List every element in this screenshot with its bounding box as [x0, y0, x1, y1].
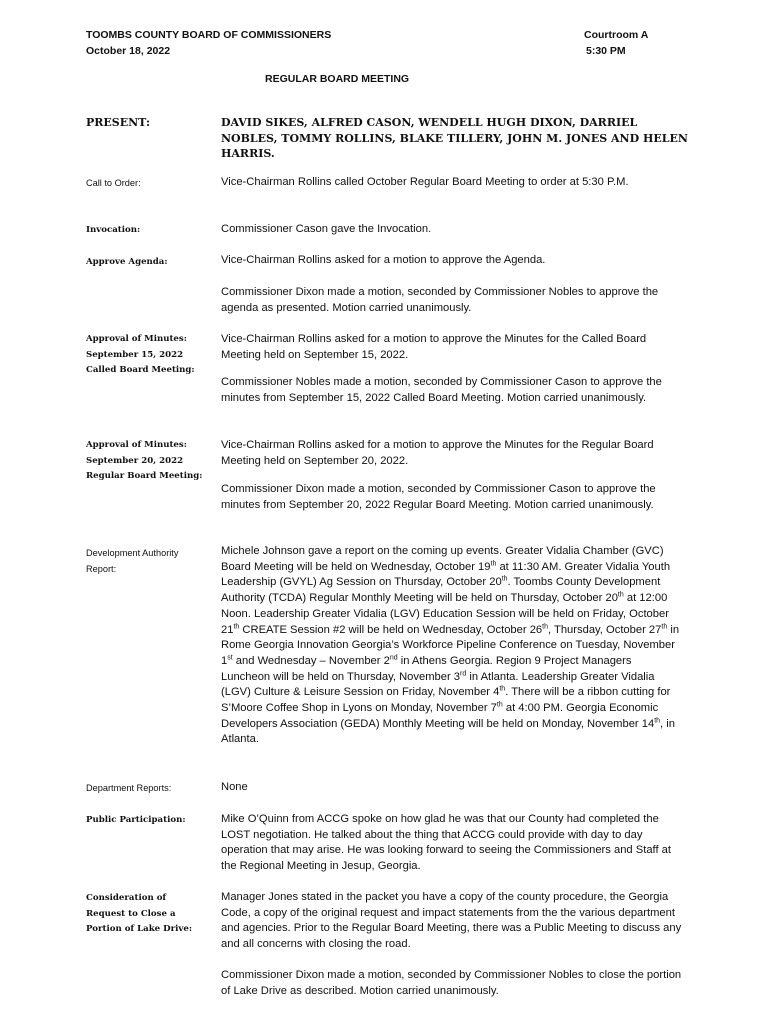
minutes-sep20-label-2: September 20, 2022: [86, 455, 184, 466]
dev-seg-8: and Wednesday – November 2: [232, 654, 390, 667]
dev-seg-2: at 11:30 AM. Greater Vidalia Youth Leadership (GVYL) Ag Session on Thursday, October 20: [221, 560, 671, 589]
minutes-sep15-text: [221, 332, 683, 363]
dev-sup-1: th: [490, 559, 497, 567]
dev-seg-6: , Thursday, October 27: [547, 623, 662, 636]
lake-drive-label: [86, 891, 192, 938]
call-to-order-label: Call to Order:: [86, 178, 141, 188]
dev-sup-12: th: [654, 717, 661, 724]
dev-seg-10: in Atlanta. Leadership Greater Vidalia (LGV) Culture & Leisure Session on Friday, November 4: [221, 670, 655, 699]
dev-seg-3: . Toombs County Development Authority (TCDA) Regular Monthly Meeting will be held on Thursday, October 20: [221, 576, 661, 605]
minutes-sep20-text: [221, 438, 683, 469]
org-name: TOOMBS COUNTY BOARD OF COMMISSIONERS: [86, 29, 332, 41]
header-left: [86, 27, 331, 59]
department-reports-text: [221, 780, 683, 796]
invocation-label: Invocation:: [86, 225, 141, 235]
dev-seg-7: in Rome Georgia Innovation Georgia’s Workforce Pipeline Conference on Tuesday, November 1: [221, 623, 680, 667]
public-participation-text: [221, 812, 683, 875]
dev-sup-8: nd: [389, 654, 398, 662]
dev-sup-2: th: [501, 575, 508, 583]
minutes-sep15-p1: Vice-Chairman Rollins asked for a motion to approve the Minutes for the Called Board Meeting held on September 15, 2022.: [221, 333, 647, 361]
approve-agenda-p1: Vice-Chairman Rollins asked for a motion to approve the Agenda.: [221, 254, 546, 266]
dev-seg-13: , in Atlanta.: [221, 717, 675, 746]
header-right: [584, 27, 648, 59]
development-authority-report: [221, 544, 683, 748]
development-authority-label: [86, 545, 178, 577]
minutes-sep20-label-1: Approval of Minutes:: [86, 440, 187, 450]
call-to-order-paragraph: Vice-Chairman Rollins called October Regular Board Meeting to order at 5:30 P.M.: [221, 176, 629, 188]
dev-sup-10: th: [499, 685, 506, 693]
minutes-sep20-p1: Vice-Chairman Rollins asked for a motion to approve the Minutes for the Regular Board Meeting held on September 20, 2022.: [221, 439, 654, 467]
public-participation-label: Public Participation:: [86, 815, 186, 825]
minutes-sep20-label-3: Regular Board Meeting:: [86, 471, 203, 481]
dev-sup-5: th: [542, 622, 548, 630]
invocation-paragraph: Commissioner Cason gave the Invocation.: [221, 223, 432, 235]
approve-agenda-text: [221, 253, 683, 269]
department-reports-paragraph: None: [221, 781, 248, 793]
minutes-sep15-motion: [221, 375, 683, 406]
meeting-time: 5:30 PM: [586, 45, 626, 57]
dev-sup-11: th: [496, 701, 503, 709]
dev-sup-4: th: [233, 622, 240, 630]
dev-seg-5: CREATE Session #2 will be held on Wednesday, October 26: [239, 623, 543, 636]
present-label: PRESENT:: [86, 116, 151, 129]
development-authority-label-1: Development Authority: [86, 548, 179, 558]
lake-drive-label-3: Portion of Lake Drive:: [86, 924, 193, 934]
department-reports-label: Department Reports:: [86, 783, 172, 793]
minutes-sep20-label: [86, 438, 202, 485]
development-authority-label-2: Report:: [86, 564, 117, 574]
minutes-sep15-label-2: September 15, 2022: [86, 349, 184, 360]
lake-drive-p1: Manager Jones stated in the packet you have a copy of the county procedure, the Georgia Code, a copy of the original request and impact statements from the the various department and agencies. Prior to the Regular Board Meeting, there was a Public Meeting to discuss any and all concerns with closing the road.: [221, 891, 682, 951]
minutes-sep20-p2: Commissioner Dixon made a motion, seconded by Commissioner Cason to approve the minutes from September 20, 2022 Regular Board Meeting. Motion carried unanimously.: [221, 483, 656, 511]
page-title: REGULAR BOARD MEETING: [265, 73, 410, 85]
lake-drive-label-1: Consideration of: [86, 893, 167, 903]
approve-agenda-p2: Commissioner Dixon made a motion, seconded by Commissioner Nobles to approve the agenda as presented. Motion carried unanimously.: [221, 286, 659, 314]
call-to-order-text: [221, 175, 683, 191]
invocation-text: [221, 222, 683, 238]
dev-seg-11: . There will be a ribbon cutting for S’Moore Coffee Shop in Lyons on Monday, November 7: [221, 686, 671, 715]
dev-seg-12: at 4:00 PM. Georgia Economic Developers Association (GEDA) Monthly Meeting will be held on Monday, November 14: [221, 702, 659, 730]
dev-sup-9: rd: [460, 669, 467, 677]
dev-seg-9: in Athens Georgia. Region 9 Project Managers Luncheon will be held on Thursday, November 3: [221, 654, 632, 683]
minutes-sep15-label: [86, 332, 195, 379]
minutes-sep15-label-1: Approval of Minutes:: [86, 334, 187, 344]
dev-sup-3: th: [617, 591, 624, 599]
minutes-sep15-label-3: Called Board Meeting:: [86, 365, 195, 375]
lake-drive-p2: Commissioner Dixon made a motion, seconded by Commissioner Nobles to close the portion of Lake Drive as described. Motion carried unanimously.: [221, 969, 682, 997]
dev-sup-6: th: [661, 622, 668, 630]
minutes-sep15-p2: Commissioner Nobles made a motion, seconded by Commissioner Cason to approve the minutes from September 15, 2022 Called Board Meeting. Motion carried unanimously.: [221, 376, 662, 404]
development-authority-paragraph: [221, 544, 683, 748]
minutes-sep20-motion: [221, 482, 683, 513]
lake-drive-text: [221, 890, 683, 953]
public-participation-paragraph: Mike O’Quinn from ACCG spoke on how glad he was that our County had completed the LOST negotiation. He talked about the thing that ACCG could provide with day to day operation that may arise. He was looking forward to seeing the Commissioners and Staff at the Regional Meeting in Jesup, Georgia.: [221, 813, 672, 873]
approve-agenda-label: Approve Agenda:: [86, 257, 168, 267]
lake-drive-motion: [221, 968, 683, 999]
dev-seg-4: at 12:00 Noon. Leadership Greater Vidalia (LGV) Education Session will be held on Friday, October 21: [221, 592, 669, 636]
dev-sup-7: st: [227, 654, 233, 662]
dev-seg-1: Michele Johnson gave a report on the coming up events. Greater Vidalia Chamber (GVC) Board Meeting will be held on Wednesday, October 19: [221, 545, 664, 573]
meeting-date: October 18, 2022: [86, 45, 171, 57]
present-names: DAVID SIKES, ALFRED CASON, WENDELL HUGH DIXON, DARRIEL NOBLES, TOMMY ROLLINS, BLAKE TILLERY, JOHN M. JONES AND HELEN HARRIS.: [221, 116, 688, 161]
lake-drive-label-2: Request to Close a: [86, 908, 176, 919]
approve-agenda-motion: [221, 285, 683, 316]
meeting-location: Courtroom A: [584, 29, 649, 41]
